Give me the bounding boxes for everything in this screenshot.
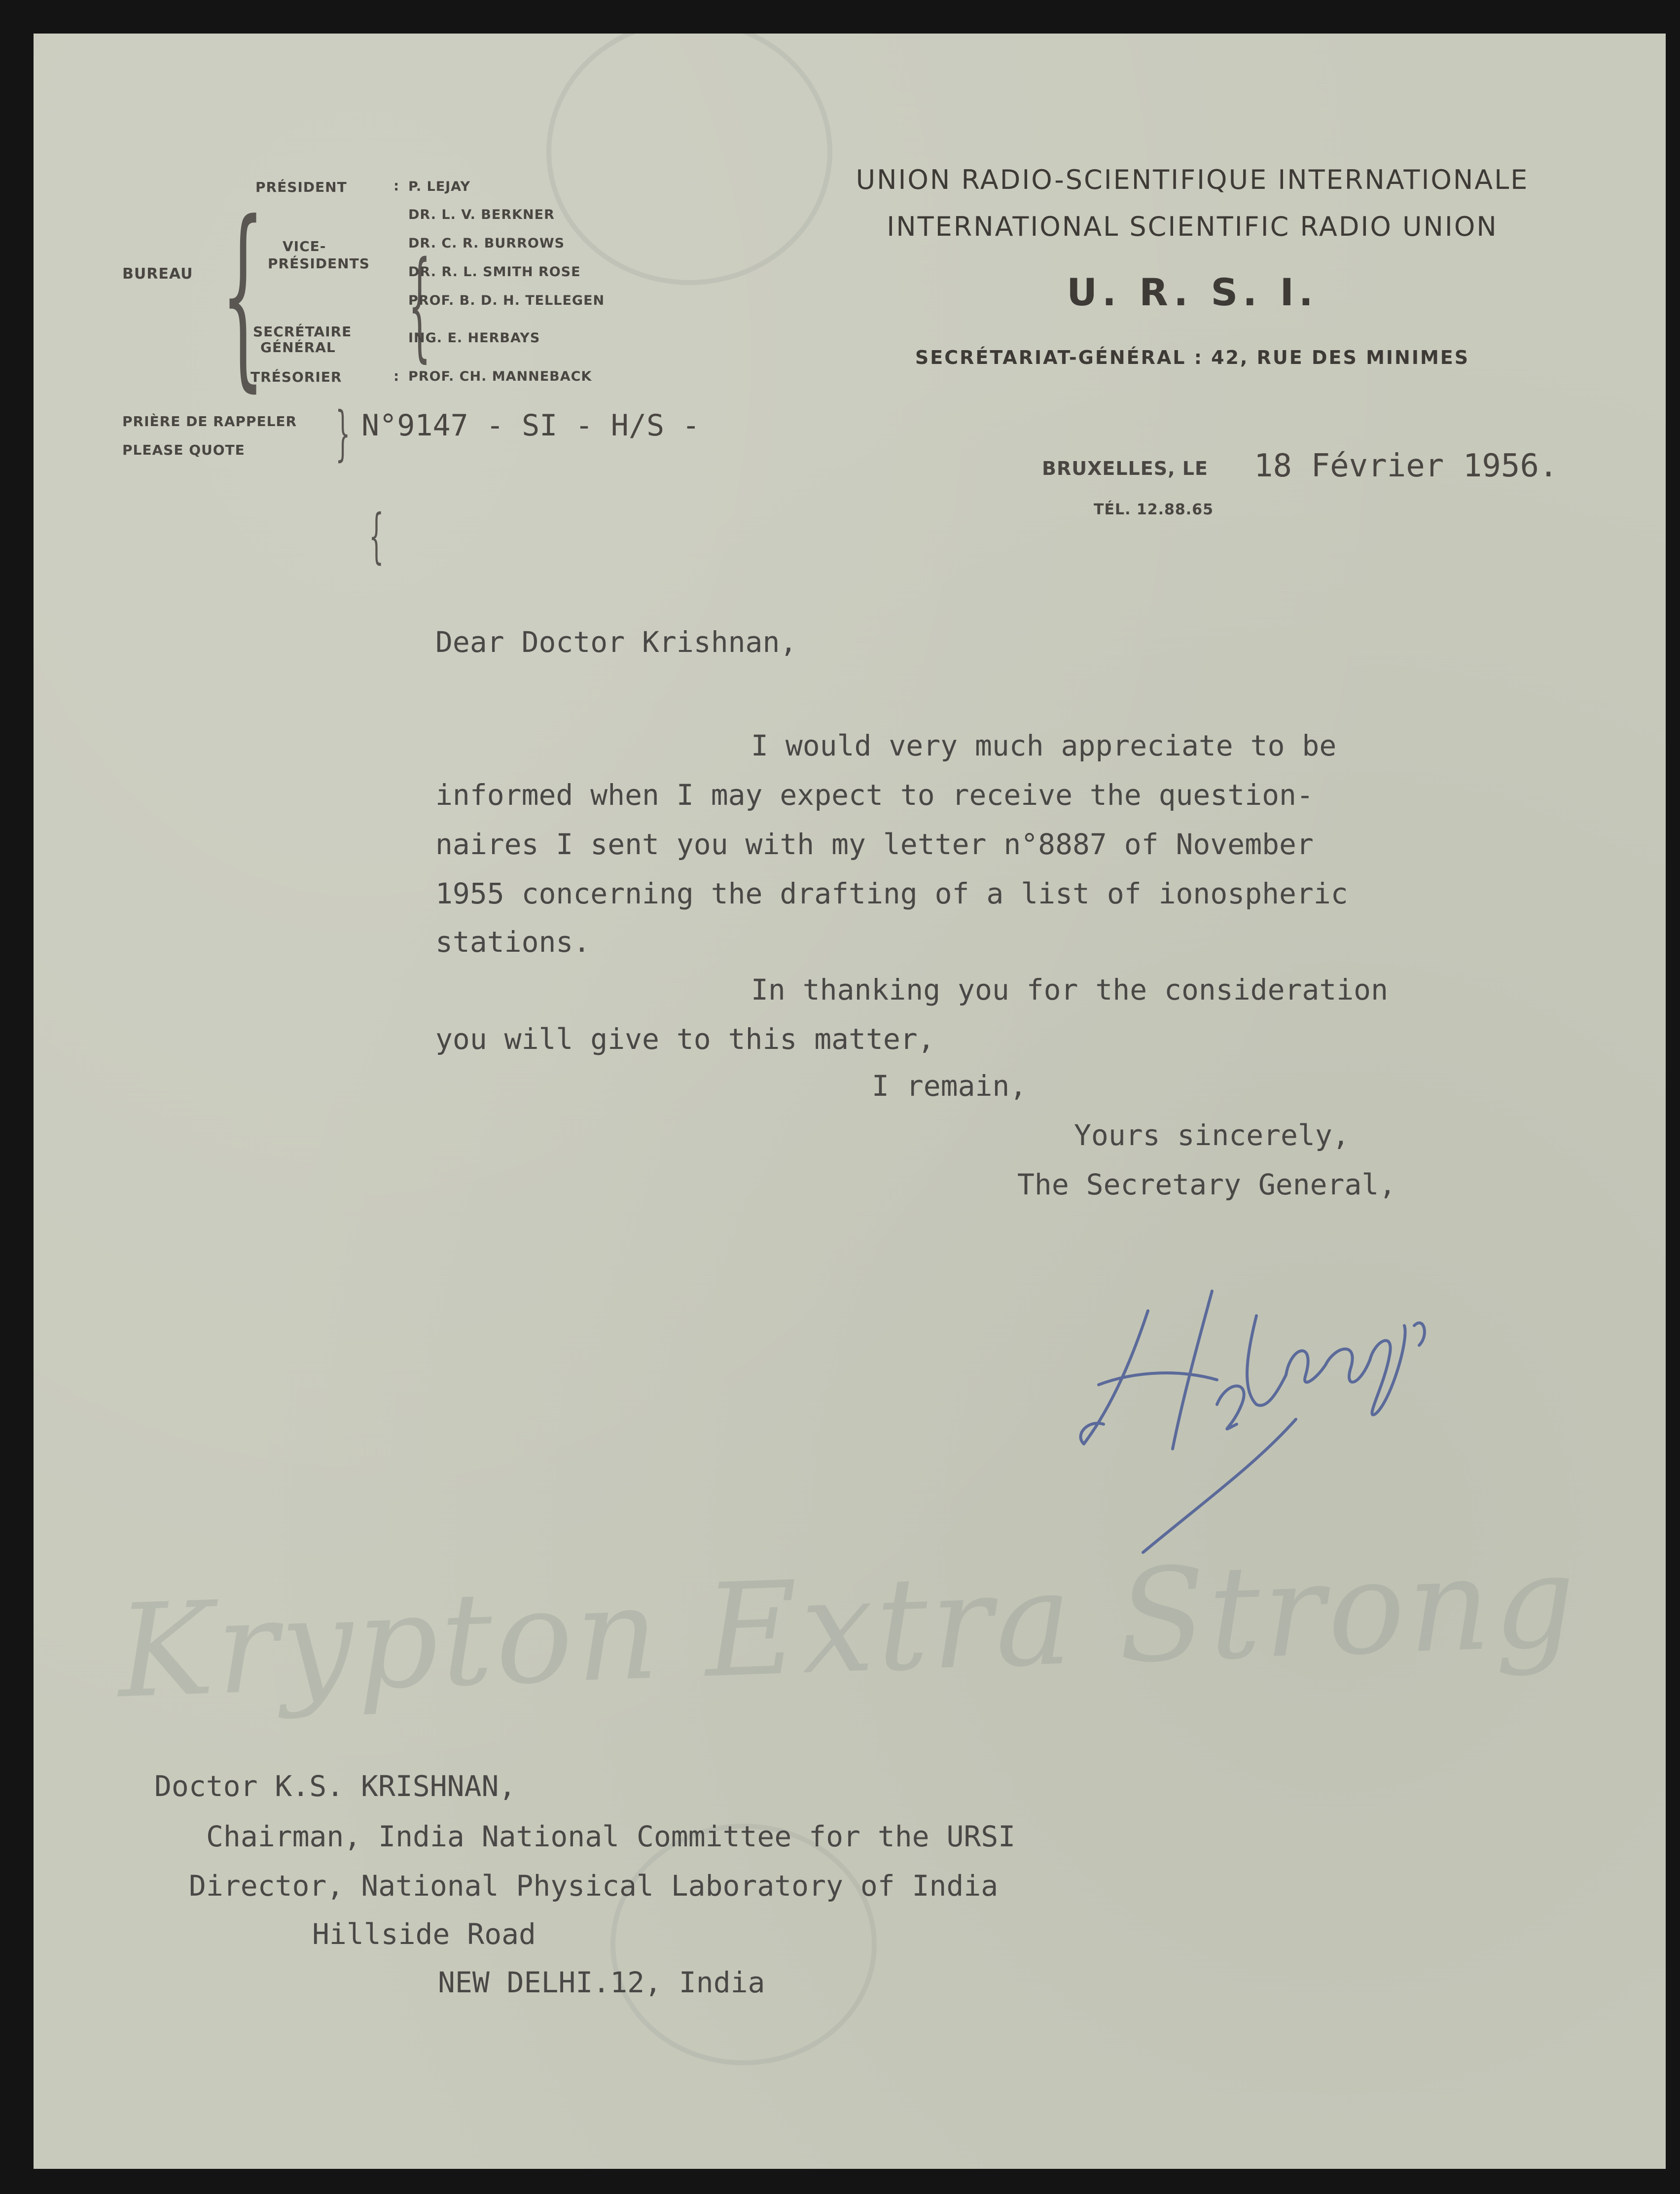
org-abbreviation: U. R. S. I. <box>1067 270 1318 314</box>
embossed-seal-bottom <box>610 1824 877 2065</box>
quote-brace: } <box>335 399 351 468</box>
vice-brace: { <box>408 236 431 374</box>
body-line: I would very much appreciate to be <box>751 729 1337 762</box>
recipient-line: Hillside Road <box>312 1917 536 1951</box>
body-line: you will give to this matter, <box>435 1022 935 1056</box>
body-line: informed when I may expect to receive the question- <box>435 778 1314 812</box>
org-name-french: UNION RADIO-SCIENTIFIQUE INTERNATIONALE <box>856 164 1529 195</box>
recipient-line: NEW DELHI.12, India <box>438 1966 765 1999</box>
city-label: BRUXELLES, LE <box>1042 458 1208 479</box>
handwritten-signature <box>1069 1257 1473 1562</box>
role-secretary-line1: SECRÉTAIRE <box>253 324 352 340</box>
body-line: stations. <box>435 925 591 959</box>
recipient-line: Director, National Physical Laboratory of India <box>189 1869 999 1903</box>
recipient-line: Doctor K.S. KRISHNAN, <box>154 1769 516 1803</box>
name-vice-3: DR. R. L. SMITH ROSE <box>408 264 581 280</box>
name-treasurer: PROF. CH. MANNEBACK <box>408 369 592 384</box>
role-treasurer: TRÉSORIER <box>250 369 342 385</box>
secretary-brace: { <box>369 502 384 571</box>
signatory-title: The Secretary General, <box>1017 1168 1396 1201</box>
paper-watermark: Krypton Extra Strong <box>115 1527 1581 1727</box>
salutation: Dear Doctor Krishnan, <box>435 625 797 659</box>
letter-sheet <box>34 34 1666 2169</box>
quote-label-french: PRIÈRE DE RAPPELER <box>122 413 297 430</box>
name-vice-4: PROF. B. D. H. TELLEGEN <box>408 293 605 308</box>
name-vice-1: DR. L. V. BERKNER <box>408 207 555 222</box>
telephone: TÉL. 12.88.65 <box>1094 501 1214 518</box>
letter-date: 18 Février 1956. <box>1254 448 1558 484</box>
role-president: PRÉSIDENT <box>255 179 347 195</box>
quote-label-english: PLEASE QUOTE <box>122 442 245 458</box>
role-secretary-line2: GÉNÉRAL <box>260 339 336 356</box>
org-address: SECRÉTARIAT-GÉNÉRAL : 42, RUE DES MINIMES <box>915 347 1470 368</box>
name-vice-2: DR. C. R. BURROWS <box>408 236 565 251</box>
embossed-seal-top <box>546 34 832 285</box>
bureau-label: BUREAU <box>122 265 193 283</box>
body-line: I remain, <box>872 1069 1027 1103</box>
reference-number: N°9147 - SI - H/S - <box>361 408 700 443</box>
colon: : <box>393 178 400 194</box>
closing: Yours sincerely, <box>1074 1118 1350 1152</box>
org-name-english: INTERNATIONAL SCIENTIFIC RADIO UNION <box>887 211 1498 242</box>
body-line: naires I sent you with my letter n°8887 of November <box>435 827 1314 861</box>
body-line: 1955 concerning the drafting of a list of ionospheric <box>435 877 1348 910</box>
bureau-brace: { <box>221 180 265 409</box>
body-line: In thanking you for the consideration <box>751 973 1389 1007</box>
recipient-line: Chairman, India National Committee for the URSI <box>206 1820 1016 1853</box>
role-vice-line2: PRÉSIDENTS <box>268 255 370 272</box>
colon: : <box>393 368 400 384</box>
name-president: P. LEJAY <box>408 179 471 194</box>
role-vice-line1: VICE- <box>283 238 326 254</box>
name-secretary: ING. E. HERBAYS <box>408 330 540 346</box>
